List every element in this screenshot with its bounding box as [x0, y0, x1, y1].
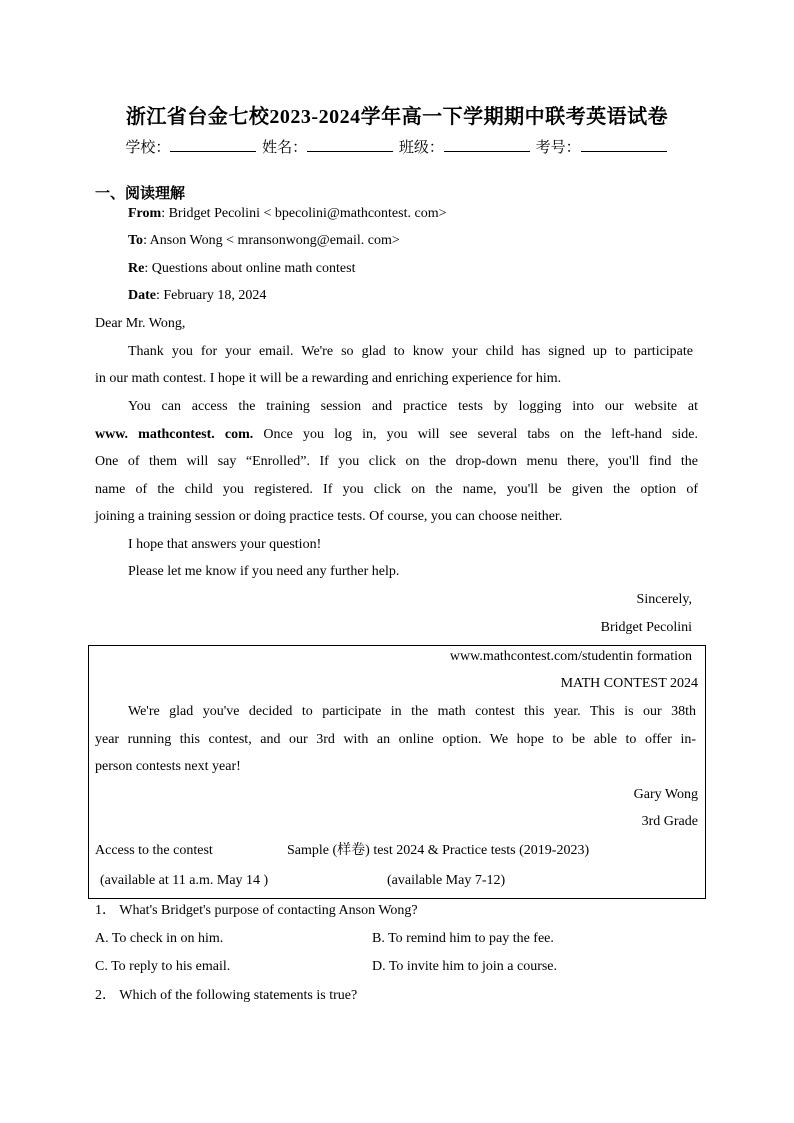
sample-test-label[interactable]: Sample (样卷) test 2024 & Practice tests (2019-2023): [287, 843, 590, 858]
section-title: 一、阅读理解: [95, 186, 186, 202]
name-label: 姓名：: [262, 140, 308, 156]
email-p1-line2: in our math contest. I hope it will be a rewarding and enriching experience for him.: [95, 371, 562, 386]
notice-p-line2: year running this contest, and our 3rd with an online option. We hope to be able to offer in-: [95, 732, 696, 747]
class-label: 班级：: [398, 140, 444, 156]
page-title: 浙江省台金七校2023-2024学年高一下学期期中联考英语试卷: [125, 106, 669, 128]
email-p2-line2: [95, 426, 698, 444]
access-contest-label[interactable]: Access to the contest: [95, 843, 213, 858]
notice-author: Gary Wong: [633, 787, 698, 802]
q1-stem: 1． What's Bridget's purpose of contacting Anson Wong?: [95, 903, 418, 918]
q1-option-d[interactable]: D. To invite him to join a course.: [372, 959, 558, 974]
email-date: [128, 287, 266, 305]
name-blank[interactable]: [307, 137, 393, 152]
number-blank[interactable]: [581, 137, 667, 152]
date-label: Date: [128, 288, 156, 303]
website-link[interactable]: www. mathcontest. com.: [95, 427, 254, 442]
email-re: [128, 260, 355, 278]
from-label: From: [128, 206, 162, 221]
email-p2-line3: One of them will say “Enrolled”. If you click on the drop-down menu there, you'll find the: [95, 454, 698, 469]
student-info-line: [0, 136, 794, 157]
sample-test-time: (available May 7-12): [387, 873, 506, 888]
school-label: 学校：: [125, 140, 171, 156]
q2-stem: 2． Which of the following statements is true?: [95, 988, 358, 1003]
notice-url: www.mathcontest.com/studentin formation: [449, 649, 692, 664]
email-from: [128, 205, 447, 223]
number-label: 考号：: [535, 140, 581, 156]
from-value: : Bridget Pecolini < bpecolini@mathcontest. com>: [161, 206, 447, 221]
email-to: [128, 232, 400, 250]
email-closing: Sincerely,: [636, 592, 692, 607]
email-p2-line2-rest: Once you log in, you will see several tabs on the left-hand side.: [253, 427, 698, 442]
re-value: : Questions about online math contest: [144, 261, 356, 276]
email-p2-line4: name of the child you registered. If you click on the name, you'll be given the option of: [95, 482, 698, 497]
notice-p-line3: person contests next year!: [95, 759, 241, 774]
school-blank[interactable]: [170, 137, 256, 152]
date-value: : February 18, 2024: [156, 288, 267, 303]
notice-grade: 3rd Grade: [641, 814, 698, 829]
to-label: To: [128, 233, 144, 248]
re-label: Re: [128, 261, 145, 276]
email-signature: Bridget Pecolini: [600, 620, 692, 635]
email-p2-line1: You can access the training session and practice tests by logging into our website at: [128, 399, 698, 414]
access-contest-time: (available at 11 a.m. May 14 ): [100, 873, 269, 888]
email-p2-line5: joining a training session or doing practice tests. Of course, you can choose neither.: [95, 509, 563, 524]
q1-option-b[interactable]: B. To remind him to pay the fee.: [372, 931, 554, 946]
email-p4: Please let me know if you need any further help.: [128, 564, 400, 579]
notice-heading: MATH CONTEST 2024: [560, 676, 698, 691]
notice-p-line1: We're glad you've decided to participate in the math contest this year. This is our 38th: [128, 704, 696, 719]
q1-option-a[interactable]: A. To check in on him.: [95, 931, 224, 946]
q1-option-c[interactable]: C. To reply to his email.: [95, 959, 231, 974]
to-value: : Anson Wong < mransonwong@email. com>: [143, 233, 400, 248]
email-p3: I hope that answers your question!: [128, 537, 322, 552]
email-greeting: Dear Mr. Wong,: [95, 316, 186, 331]
class-blank[interactable]: [444, 137, 530, 152]
email-p1-line1: Thank you for your email. We're so glad to know your child has signed up to participate: [128, 344, 693, 359]
